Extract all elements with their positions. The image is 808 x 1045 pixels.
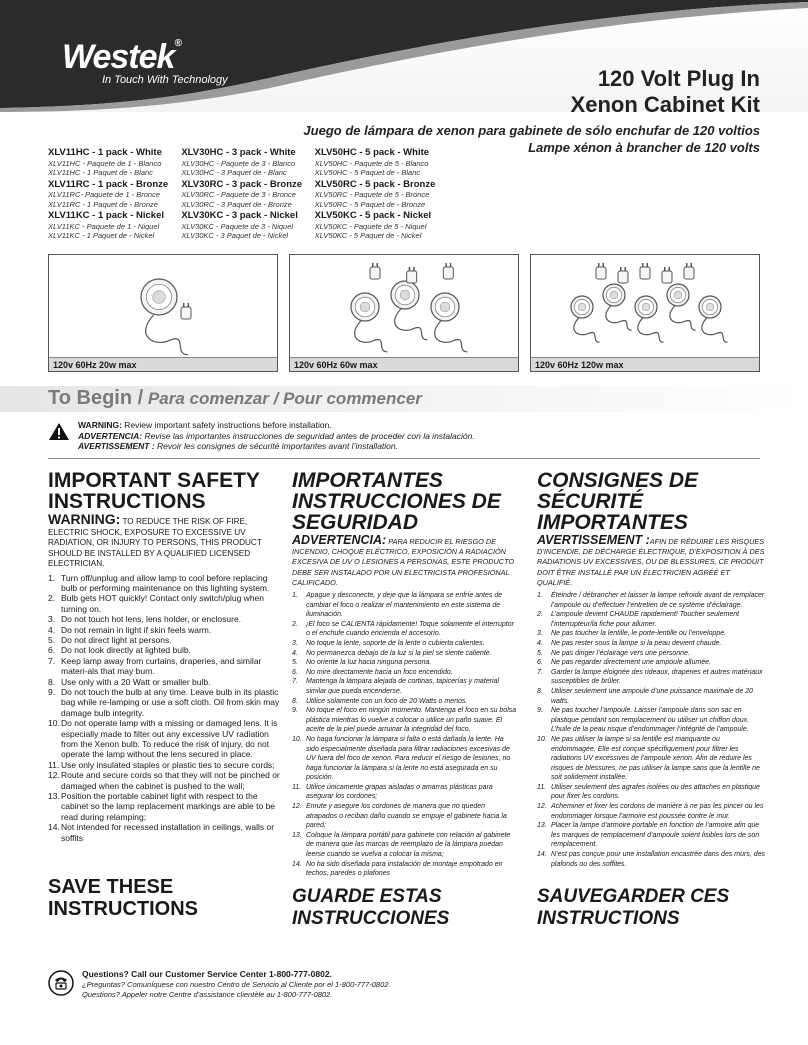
item-text: Do not direct light at persons. [61,634,172,645]
item-number: 6. [48,645,56,656]
item-number: 11. [48,759,60,770]
sku-translation: XLV11RC- Paquete de 1 - Bronce [48,190,161,199]
sku-group [181,147,314,178]
puck-light [431,293,467,352]
item-number: 2. [48,593,56,604]
item-text: Route and secure cords so that they will not be pinched or damaged when the cabinet is pushed to the wall; [61,770,280,791]
instruction-item [48,593,283,614]
sku-group [315,179,448,210]
sku-translation: XLV50RC - Paquete de 5 - Bronce [314,190,430,199]
instruction-item [48,822,283,843]
sku-translation: XLV11HC - Paquete de 1 - Blanco [48,158,162,168]
product-caption: 120v 60Hz 60w max [294,360,378,370]
instruction-item [292,620,517,639]
instruction-item [537,629,765,639]
instruction-list [292,591,517,879]
item-number: 12. [48,770,60,781]
sku-title: XLV30KC - 3 pack - Nickel [181,210,298,221]
item-text: Ne pas toucher la lentille, le porte-lentille ou l’enveloppe. [551,630,727,638]
light-illustration [49,255,278,372]
instruction-item [292,860,517,879]
item-text: Use only insulated staples or plastic ties to secure cords; [61,759,275,770]
instruction-item [48,656,283,677]
safety-column-fr [537,470,765,869]
item-text: N’est pas conçue pour une installation encastrée dans des murs, des plafonds ou des soffites. [551,851,766,868]
subtitle-es: Juego de lámpara de xenon para gabinete de sólo enchufar de 120 voltios [303,123,760,138]
item-text: ¡El foco se CALIENTA rápidamente! Toque solamente el interruptor o el enchufe cuando encienda el accesorio. [306,620,514,638]
sku-title: XLV11RC - 1 pack - Bronze [48,178,169,190]
item-text: No toque la lente, soporte de la lente o cubierta calientes. [306,639,485,647]
item-number: 1. [537,592,543,600]
sku-translation: XLV11RC - 1 Paquet de - Bronze [48,199,158,209]
sku-group [315,210,448,241]
item-number: 13. [537,822,547,830]
plug-icon [618,267,628,283]
item-number: 13. [48,791,60,802]
sku-column [48,147,181,242]
item-number: 10. [292,735,302,743]
sku-translation: XLV50HC - 5 Paquet de - Blanc [314,168,421,177]
item-number: 7. [48,655,56,666]
item-text: Position the portable cabinet light with respect to the cabinet so the lamp replacement markings are able to be read during relamping; [61,791,276,822]
begin-heading [48,386,422,411]
item-number: 4. [48,624,56,635]
item-number: 14. [537,851,547,859]
item-text: Éteindre / débrancher et laisser la lampe refroidir avant de remplacer l’ampoule ou d’effectuer l’entretien de ce système d’éclairage. [551,592,765,609]
warning-es: Revise las importantes instrucciones de seguridad antes de proceder con la instalación. [142,430,475,441]
sku-group [315,147,448,178]
instruction-item [48,573,283,594]
sku-title: XLV50KC - 5 pack - Nickel [314,210,432,221]
light-illustration [531,255,760,372]
item-text: Acheminer et fixer les cordons de manière à ne pas les pincer ou les endommager lorsque l’armoire est poussée contre le mur. [551,803,764,820]
item-number: 5. [48,634,56,645]
column-title: IMPORTANT SAFETY INSTRUCTIONS [48,469,260,513]
save-instructions-en: SAVE THESE INSTRUCTIONS [48,876,198,920]
item-text: Use only with a 20 Watt or smaller bulb. [61,676,211,687]
plug-icon [640,263,650,279]
column-warning-label: ADVERTENCIA: [292,533,387,547]
item-text: Do not look directly at lighted bulb. [61,645,191,656]
item-text: Turn off/unplug and allow lamp to cool before replacing bulb or performing maintenance on this lighting system. [61,572,270,593]
phone-icon [48,970,74,996]
sku-title: XLV30RC - 3 pack - Bronze [181,178,303,190]
item-text: Coloque la lámpara portátil para gabinete con relación al gabinete de manera que las marcas de reemplazo de la lámpara puedan leerse cuando se vuelva a colocar la misma; [306,831,511,859]
item-text: Not intended for recessed installation in ceilings, walls or soffits [61,822,275,843]
item-number: 7. [537,668,543,676]
item-text: No haga funcionar la lámpara si falta o está dañada la lente. Ha sido especialmente diseñada para filtrar radiaciones excesivas de UV fuera del foco de xenon. Para reducir el riesgo de lesiones, no haga funcionar la lámpara si la lente no está asegurada en su posición. [306,735,511,782]
item-text: Ne pas utiliser la lampe si sa lentille est manquante ou endommagée. Elle est conçue spécifiquement pour filtrer les radiations UV excessives de l’ampoule xénon. Afin de réduire les risques de blessures, ne pas utiliser la lampe sans que la lentille ne soit solidement installée. [551,735,760,782]
product-image-1pack [48,254,278,372]
warning-box [48,420,768,452]
plug-icon [181,303,191,319]
item-text: No oriente la luz hacia ninguna persona. [306,659,432,667]
instruction-item [48,760,283,770]
instruction-item [48,614,283,624]
column-title: CONSIGNES DE SÉCURITÉ IMPORTANTES [537,469,699,534]
begin-en: To Begin / [48,387,144,409]
item-text: Bulb gets HOT quickly! Contact only switch/plug when turning on. [61,593,264,614]
sku-translation: XLV30HC - 3 Paquet de - Blanc [181,168,287,177]
instruction-item [292,735,517,783]
item-number: 14. [48,822,60,833]
instruction-item [537,649,765,659]
product-title [571,66,760,118]
instruction-item [537,802,765,821]
title-line2: Xenon Cabinet Kit [570,92,760,117]
item-text: No ha sido diseñada para instalación de montaje empotrado en techos, paredes o plafones [306,860,503,878]
safety-column-es [292,470,517,879]
column-warning-text: AFIN DE RÉDUIRE LES RISQUES D’INCENDIE, DE DÉCHARGE ÉLECTRIQUE, D’EXPOSITION À DES RADIATIONS UV EXCESSIVES, OU DE BLESSURES, CE PRODUIT DOIT ÊTRE INSTALLÉ PAR UN ÉLECTRICIEN AGRÉÉ ET QUALIFIÉ. [537,537,765,587]
begin-es-fr: Para comenzar / Pour commencer [143,389,422,408]
save-instructions-fr: SAUVEGARDER CES INSTRUCTIONS [537,886,730,929]
item-text: L’ampoule devient CHAUDE rapidement! Toucher seulement l’interrupteur/la fiche pour allumer. [551,611,740,628]
plug-icon [370,263,380,279]
instruction-item [292,591,517,620]
column-warning-text: TO REDUCE THE RISK OF FIRE, ELECTRIC SHOCK, EXPOSURE TO EXCESSIVE UV RADIATION, OR INJURY TO PERSONS, THIS PRODUCT SHOULD BE INSTALLED BY A QUALIFIED LICENSED ELECTRICIAN. [48,517,262,568]
title-line1: 120 Volt Plug In [597,66,760,91]
item-text: Utilice únicamente grapas aisladas o amarras plásticas para asegurar los cordones; [306,783,493,801]
product-caption: 120v 60Hz 120w max [535,360,624,370]
item-text: Ne pas regarder directement une ampoule allumée. [551,659,711,667]
plug-icon [662,267,672,283]
sku-title: XLV30HC - 3 pack - White [181,147,296,158]
sku-translation: XLV50HC - Paquete de 5 - Blanco [314,158,429,168]
item-number: 4. [537,639,543,647]
item-text: Enrute y asegure los cordones de manera que no queden atrapados o reciban daño cuando se empuje el gabinete hacia la pared; [306,803,507,830]
warning-fr: Revoir les consignes de sécurité importantes avant l’installation. [154,441,398,451]
item-text: Mantenga la lámpara alejada de cortinas, tapicerías y material similar que pueda encenderse. [306,678,499,695]
footer-contact [82,969,391,1001]
sku-group [181,210,314,241]
puck-light [699,296,728,342]
sku-title: XLV11KC - 1 pack - Nickel [48,210,164,221]
puck-light [351,293,387,352]
logo-name: Westek [62,38,175,76]
warning-label-es: ADVERTENCIA: [78,430,143,441]
instruction-item [292,783,517,802]
instruction-item [48,770,283,791]
sku-title: XLV11HC - 1 pack - White [48,147,162,158]
instruction-item [537,783,765,802]
item-number: 11. [537,783,547,791]
instruction-item [292,668,517,678]
instruction-item [537,850,765,869]
column-warning [292,535,517,588]
sku-translation: XLV11KC - Paquete de 1 - Niquel [48,221,160,231]
item-number: 4. [292,649,298,657]
item-number: 1. [292,592,298,600]
product-image-5pack [530,254,760,372]
item-text: Do not remain in light if skin feels warm. [61,624,212,635]
plug-icon [684,263,694,279]
puck-light [391,281,427,340]
column-warning-label: AVERTISSEMENT : [537,533,650,547]
subtitle-fr: Lampe xénon à brancher de 120 volts [528,140,760,155]
sku-translation: XLV30HC - Paquete de 3 - Blanco [181,158,296,168]
item-number: 12. [292,803,302,811]
instruction-item [537,687,765,706]
column-title: IMPORTANTES INSTRUCCIONES DE SEGURIDAD [292,469,501,534]
sku-translation: XLV50KC - 5 Paquet de - Nickel [314,231,422,240]
instruction-item [292,649,517,659]
product-caption: 120v 60Hz 20w max [53,360,137,370]
item-text: Ne pas toucher l’ampoule. Laisser l’ampoule dans son sac en plastique pendant son remplacement ou utiliser un chiffon doux. L’huile de la peau risque d’endommager l’intégrité de l’ampoule. [551,707,750,734]
instruction-item [48,635,283,645]
instruction-item [292,697,517,707]
footer-es: ¿Preguntas? Comuníquese con nuestro Centro de Servicio al Cliente por el 1-800-777-0802. [82,979,391,989]
item-number: 9. [48,686,56,697]
item-number: 2. [537,611,543,619]
instruction-item [537,658,765,668]
item-number: 7. [292,678,298,686]
footer-en: Questions? Call our Customer Service Center 1-800-777-0802. [82,969,332,979]
item-number: 8. [48,676,56,687]
item-text: No toque el foco en ningún momento. Mantenga el foco en su bolsa plástica mientras lo vuelve a colocar o utilice un paño suave. El aceite de la piel puede arruinar la integridad del foco. [306,707,517,734]
warning-label-fr: AVERTISSEMENT : [78,441,155,451]
item-text: Keep lamp away from curtains, draperies, and similar materi-als that may burn. [61,655,262,677]
sku-translation: XLV11HC - 1 Paquet de - Blanc [48,168,153,177]
puck-light [603,284,632,330]
item-text: Do not touch hot lens, lens holder, or enclosure. [61,614,242,625]
item-number: 3. [292,639,298,647]
sku-column [315,147,448,242]
instruction-list [48,573,283,844]
item-number: 1. [48,572,56,583]
item-number: 13. [292,831,302,839]
item-number: 9. [292,707,298,715]
sku-translation: XLV30RC - Paquete de 3 - Bronce [181,190,296,199]
puck-light [635,296,664,342]
sku-column [181,147,314,242]
column-warning [537,535,765,588]
light-illustration [290,255,519,372]
item-number: 11. [292,783,302,791]
instruction-item [537,610,765,629]
column-warning-label: WARNING: [48,511,121,527]
column-warning [48,511,283,570]
instruction-item [292,639,517,649]
item-text: Placer la lampe d’armoire portable en fonction de l’armoire afin que les marques de remplacement d’ampoule soient lisibles lors de son remplacement. [551,822,760,849]
sku-title: XLV50HC - 5 pack - White [314,147,430,158]
item-text: Do not touch the bulb at any time. Leave bulb in its plastic bag while re-lamping or use a soft cloth. Oil from skin may damage bulb integrity. [61,686,280,718]
plug-icon [596,263,606,279]
instruction-list [537,591,765,869]
instruction-item [48,687,283,718]
product-image-3pack [289,254,519,372]
item-number: 14. [292,860,302,868]
instruction-item [537,591,765,610]
sku-translation: XLV30KC - Paquete de 3 - Niquel [181,221,294,231]
puck-light [571,296,600,342]
item-number: 5. [292,659,298,667]
item-number: 9. [537,707,543,715]
item-text: Do not operate lamp with a missing or damaged lens. It is especially made to filter out any excessive UV radiation from the Xenon bulb. To reduce the risk of injury, do not operate the lamp without the lens secured in place. [61,718,278,760]
warning-triangle-icon [48,422,70,441]
item-text: Utiliser seulement une ampoule d’une puissance maximale de 20 watts. [551,687,753,705]
sku-list [48,147,448,242]
sku-translation: XLV30RC - 3 Paquet de - Bronze [181,199,292,209]
item-number: 10. [48,718,60,729]
sku-group [48,147,181,178]
warning-text [78,420,768,452]
plug-icon [443,263,453,279]
instruction-item [292,831,517,860]
sku-group [181,179,314,210]
instruction-item [292,706,517,735]
item-text: Garder la lampe éloignée des rideaux, draperies et autres matériaux susceptibles de brûler. [551,668,763,686]
logo-reg: ® [174,38,181,49]
item-number: 6. [292,668,298,676]
item-number: 8. [292,697,298,705]
sku-translation: XLV50KC - Paquete de 5 - Niquel [314,221,427,231]
instruction-item [537,821,765,850]
section-divider [48,458,760,459]
instruction-item [292,677,517,696]
sku-translation: XLV30KC - 3 Paquet de - Nickel [181,231,289,240]
instruction-item [537,639,765,649]
instruction-item [48,677,283,687]
safety-column-en [48,470,283,843]
instruction-item [537,735,765,783]
instruction-item [537,668,765,687]
sku-translation: XLV50RC - 5 Paquet de - Bronze [314,199,426,209]
sku-title: XLV50RC - 5 pack - Bronze [314,178,436,190]
warning-label-en: WARNING: [78,420,122,430]
sku-group [48,210,181,241]
item-text: Ne pas diriger l’éclairage vers une personne. [551,649,690,657]
westek-logo [62,38,228,86]
item-text: Utilice solamente con un foco de 20 Watts o menos. [306,697,468,705]
logo-wordmark [62,38,228,77]
instruction-item [48,625,283,635]
item-number: 10. [537,735,547,743]
item-number: 12. [537,803,547,811]
item-text: Apague y desconecte, y deje que la lámpara se enfríe antes de cambiar el foco o realizar el mantenimiento en este sistema de iluminación. [306,592,503,619]
instruction-item [48,645,283,655]
item-text: Utiliser seulement des agrafes isolées ou des attaches en plastique pour fixer les cordons. [551,783,760,801]
instruction-item [48,791,283,822]
item-number: 3. [48,614,56,625]
item-number: 6. [537,659,543,667]
plug-icon [407,267,417,283]
logo-tagline: In Touch With Technology [102,74,228,86]
instruction-item [48,718,283,760]
item-number: 3. [537,630,543,638]
instruction-item [292,802,517,831]
puck-light [667,284,696,330]
footer-fr: Questions? Appeler notre Centre d’assistance clientèle au 1-800-777-0802. [82,990,333,999]
column-warning-text: PARA REDUCIR EL RIESGO DE INCENDIO, CHOQUE ELÉCTRICO, EXPOSICIÓN A RADIACIÓN EXCESIVA DE UV O LESIONES A PERSONAS, ESTE PRODUCTO DEBE SER INSTALADO POR UN ELECTRICISTA PROFESIONAL CALIFICADO. [292,537,515,587]
instruction-item [292,658,517,668]
item-number: 8. [537,687,543,695]
sku-group [48,179,181,210]
item-text: No permanezca debajo de la luz si la piel se siente caliente. [306,649,492,657]
instruction-item [537,706,765,735]
warning-en: Review important safety instructions before installation. [121,420,332,430]
item-number: 5. [537,649,543,657]
save-instructions-es: GUARDE ESTAS INSTRUCCIONES [292,886,450,929]
item-text: No mire directamente hacia un foco encendido. [306,668,453,676]
item-number: 2. [292,620,298,628]
sku-translation: XLV11KC - 1 Paquet de - Nickel [48,231,155,240]
item-text: Ne pas rester sous la lampe si la peau devient chaude. [551,639,722,647]
